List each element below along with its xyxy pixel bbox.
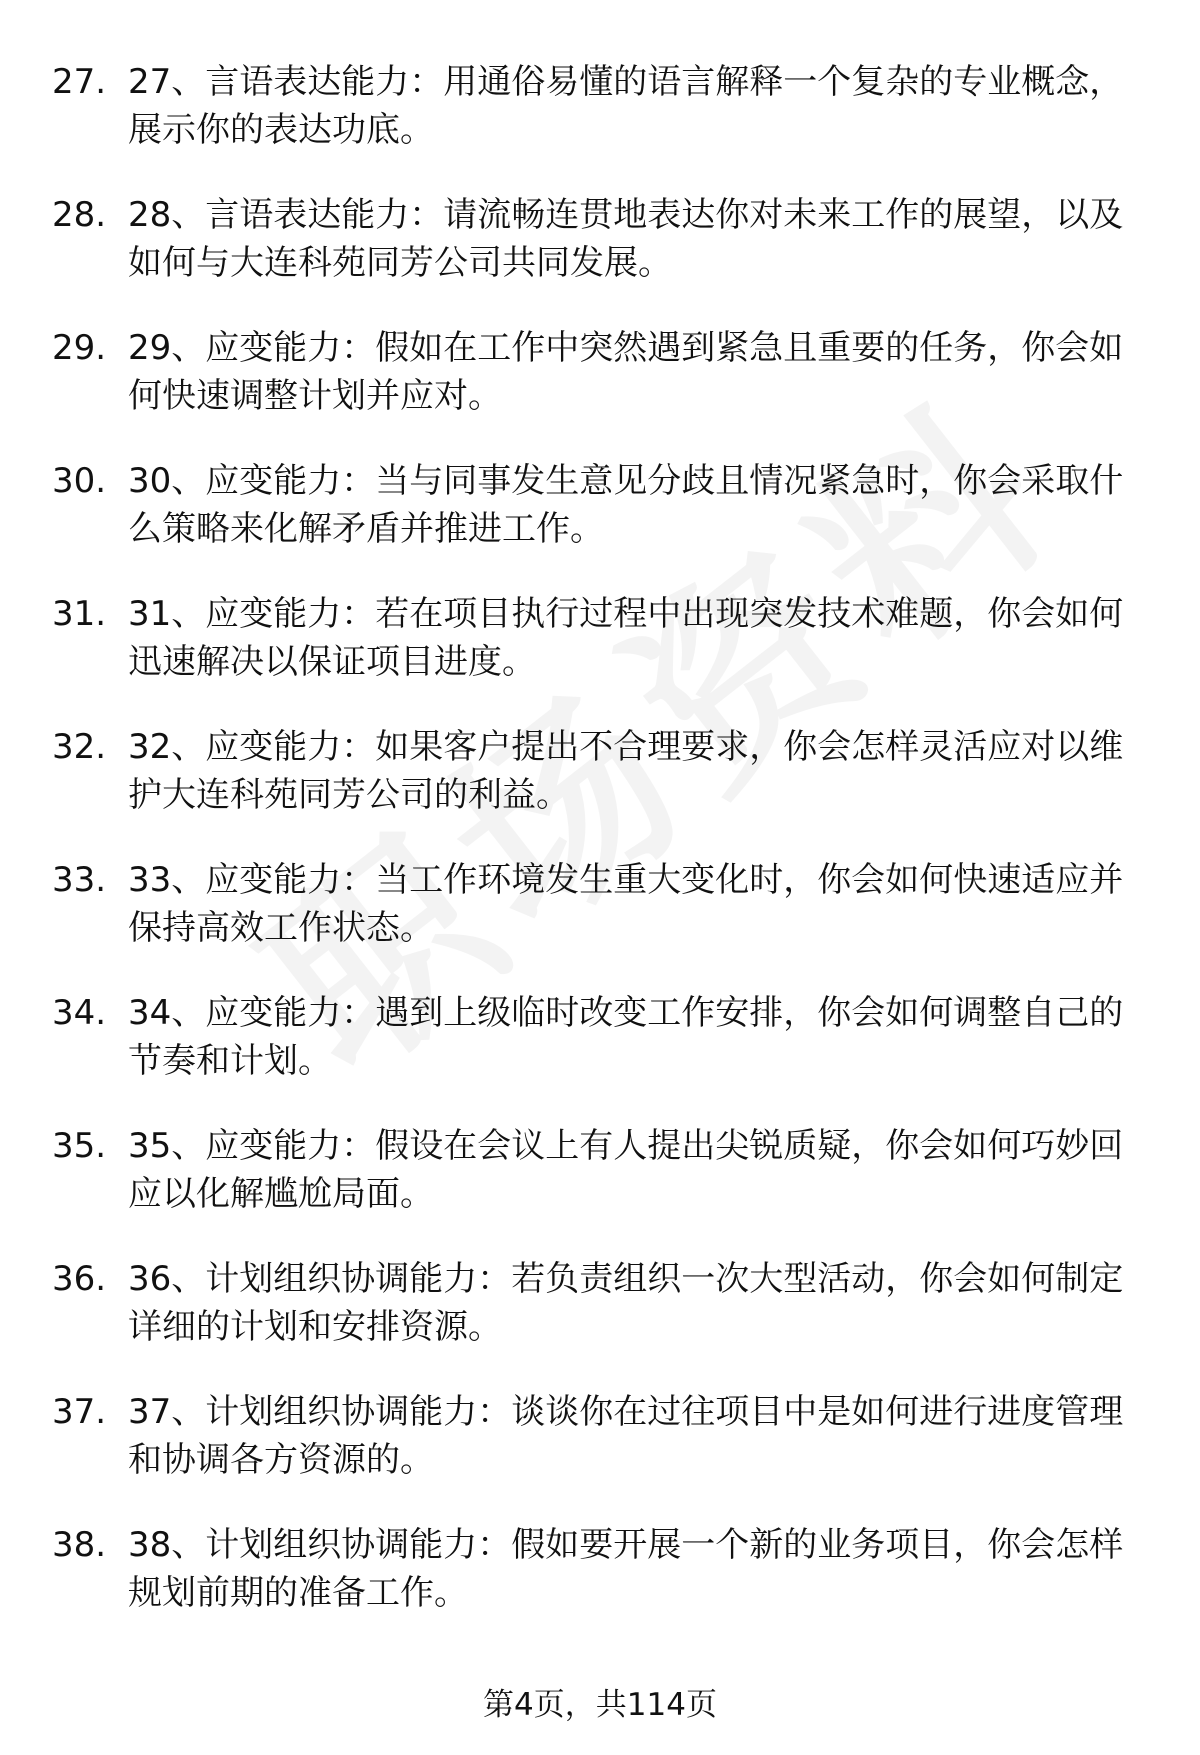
question-text: 35、应变能力：假设在会议上有人提出尖锐质疑，你会如何巧妙回应以化解尴尬局面。 xyxy=(128,1126,1124,1214)
question-text: 31、应变能力：若在项目执行过程中出现突发技术难题，你会如何迅速解决以保证项目进度。 xyxy=(128,594,1124,682)
question-item xyxy=(0,1122,1200,1255)
question-number: 37. xyxy=(52,1392,107,1432)
question-text: 38、计划组织协调能力：假如要开展一个新的业务项目，你会怎样规划前期的准备工作。 xyxy=(128,1525,1124,1613)
question-text: 32、应变能力：如果客户提出不合理要求，你会怎样灵活应对以维护大连科苑同芳公司的利益。 xyxy=(128,727,1124,815)
question-item xyxy=(0,324,1200,457)
question-text: 33、应变能力：当工作环境发生重大变化时，你会如何快速适应并保持高效工作状态。 xyxy=(128,860,1124,948)
question-number: 29. xyxy=(52,328,107,368)
question-number: 35. xyxy=(52,1126,107,1166)
question-number: 31. xyxy=(52,594,107,634)
question-item xyxy=(0,1255,1200,1388)
question-number: 27. xyxy=(52,62,107,102)
question-item xyxy=(0,856,1200,989)
question-item xyxy=(0,457,1200,590)
page-footer: 第4页，共114页 xyxy=(483,1687,717,1723)
question-number: 30. xyxy=(52,461,107,501)
question-number: 28. xyxy=(52,195,107,235)
question-item xyxy=(0,723,1200,856)
question-number: 32. xyxy=(52,727,107,767)
question-item xyxy=(0,1521,1200,1654)
question-number: 33. xyxy=(52,860,107,900)
question-text: 37、计划组织协调能力：谈谈你在过往项目中是如何进行进度管理和协调各方资源的。 xyxy=(128,1392,1124,1480)
question-text: 36、计划组织协调能力：若负责组织一次大型活动，你会如何制定详细的计划和安排资源。 xyxy=(128,1259,1124,1347)
question-text: 30、应变能力：当与同事发生意见分歧且情况紧急时，你会采取什么策略来化解矛盾并推进工作。 xyxy=(128,461,1124,549)
question-text: 28、言语表达能力：请流畅连贯地表达你对未来工作的展望，以及如何与大连科苑同芳公司共同发展。 xyxy=(128,195,1124,283)
question-item xyxy=(0,989,1200,1122)
question-item xyxy=(0,590,1200,723)
question-text: 29、应变能力：假如在工作中突然遇到紧急且重要的任务，你会如何快速调整计划并应对。 xyxy=(128,328,1124,416)
question-item xyxy=(0,191,1200,324)
question-text: 34、应变能力：遇到上级临时改变工作安排，你会如何调整自己的节奏和计划。 xyxy=(128,993,1124,1081)
question-number: 36. xyxy=(52,1259,107,1299)
question-number: 34. xyxy=(52,993,107,1033)
question-item xyxy=(0,58,1200,191)
question-number: 38. xyxy=(52,1525,107,1565)
question-item xyxy=(0,1388,1200,1521)
question-text: 27、言语表达能力：用通俗易懂的语言解释一个复杂的专业概念，展示你的表达功底。 xyxy=(128,62,1124,150)
question-list xyxy=(0,58,1200,1654)
